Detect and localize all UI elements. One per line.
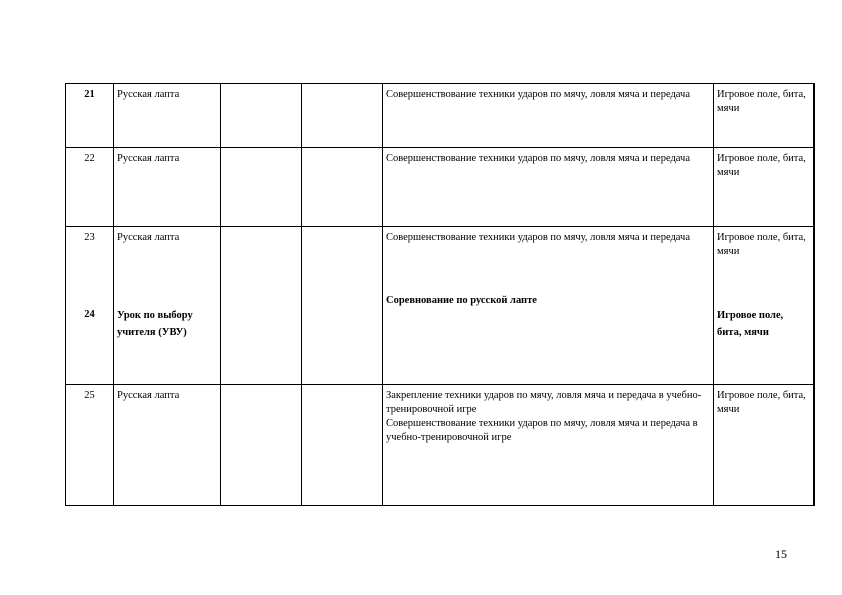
row-gap <box>69 245 110 287</box>
lesson-number: 23 <box>84 232 95 243</box>
empty-cell <box>302 227 383 385</box>
lesson-topic: Русская лапта <box>114 148 221 227</box>
lesson-content: Совершенствование техники ударов по мячу, ловля мяча и передача <box>386 232 690 243</box>
empty-cell <box>221 227 302 385</box>
lesson-content: Соревнование по русской лапте <box>386 295 537 306</box>
lesson-equipment: Игровое поле, бита, мячи <box>714 148 814 227</box>
lesson-topic-cell <box>114 227 221 385</box>
lesson-number-cell <box>66 227 114 385</box>
lesson-number: 24 <box>84 309 95 320</box>
empty-cell <box>302 148 383 227</box>
table-row <box>66 227 814 385</box>
empty-cell <box>221 148 302 227</box>
lesson-topic: Русская лапта <box>114 385 221 506</box>
lesson-plan-sheet <box>65 83 815 506</box>
lesson-equipment: Игровое поле, бита, мячи <box>714 385 814 506</box>
empty-cell <box>221 385 302 506</box>
lesson-number: 25 <box>66 385 114 506</box>
empty-cell <box>302 84 383 148</box>
lesson-content: Закрепление техники ударов по мячу, ловля мяча и передача в учебно-тренировочной игре <box>386 390 702 415</box>
row-gap <box>386 245 710 273</box>
lesson-content-cell <box>383 385 714 506</box>
lesson-number: 21 <box>66 84 114 148</box>
row-gap <box>117 245 217 287</box>
row-gap <box>717 259 810 287</box>
lesson-equipment-cell <box>714 227 814 385</box>
empty-cell <box>302 385 383 506</box>
lesson-plan-table <box>65 83 815 506</box>
table-row <box>66 84 814 148</box>
lesson-content: Совершенствование техники ударов по мячу, ловля мяча и передача <box>383 148 714 227</box>
lesson-content-cell <box>383 227 714 385</box>
lesson-equipment: Игровое поле, бита, мячи <box>714 84 814 148</box>
lesson-content: Совершенствование техники ударов по мячу, ловля мяча и передача <box>383 84 714 148</box>
lesson-number: 22 <box>66 148 114 227</box>
table-row <box>66 148 814 227</box>
lesson-topic: Русская лапта <box>117 232 180 243</box>
lesson-equipment: Игровое поле, бита, мячи <box>717 310 784 338</box>
lesson-topic: Русская лапта <box>114 84 221 148</box>
empty-cell <box>221 84 302 148</box>
lesson-content: Совершенствование техники ударов по мячу, ловля мяча и передача в учебно-тренировочной игре <box>386 418 698 443</box>
table-row <box>66 385 814 506</box>
lesson-topic: Урок по выбору учителя (УВУ) <box>117 310 193 338</box>
page-number: 15 <box>775 547 787 561</box>
lesson-equipment: Игровое поле, бита, мячи <box>717 232 806 257</box>
